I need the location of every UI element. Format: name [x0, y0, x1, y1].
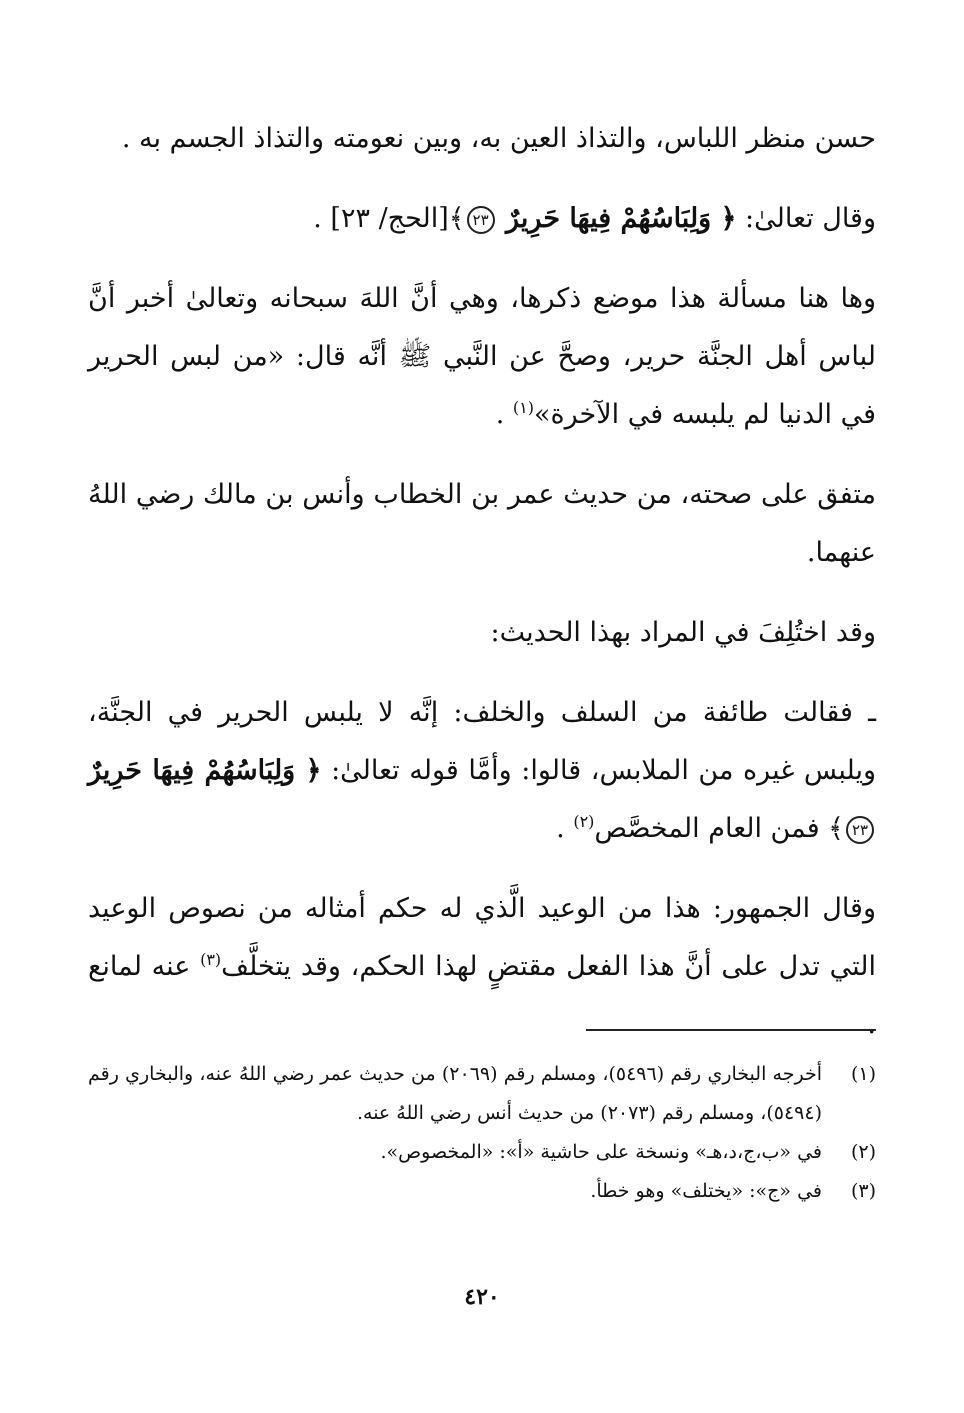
footnote-separator: [586, 1029, 876, 1031]
quran-verse: ﴿ وَلِبَاسُهُمْ فِيهَا حَرِيرٌ: [496, 203, 737, 234]
paragraph-end: .: [495, 399, 513, 430]
paragraph-4: [88, 466, 876, 582]
ayah-number-mark: ٢٣: [846, 816, 874, 844]
paragraph-text: وقد اختُلِفَ في المراد بهذا الحديث:: [490, 617, 876, 648]
paragraph-text: متفق على صحته، من حديث عمر بن الخطاب وأنس بن مالك رضي اللهُ عنهما.: [88, 479, 876, 568]
paragraph-1: [88, 110, 876, 168]
footnotes: [88, 1055, 876, 1211]
paragraph-text: وقال الجمهور: هذا من الوعيد الَّذي له حكم أمثاله من نصوص الوعيد التي تدل على أنَّ هذا الفعل مقتضٍ لهذا الحكم، وقد يتخلَّف: [88, 893, 876, 982]
verse-reference: ﴾[الحج/ ٢٣] .: [313, 203, 465, 234]
footnote-text: في «ب،ج،د،هـ» ونسخة على حاشية «أ»: «المخصوص».: [380, 1141, 822, 1163]
footnote-1: [88, 1055, 876, 1133]
paragraph-2: [88, 190, 876, 248]
paragraph-text: وها هنا مسألة هذا موضع ذكرها، وهي أنَّ اللهَ سبحانه وتعالىٰ أخبر أنَّ لباس أهل الجنَّة حرير، وصحَّ عن النَّبي ﷺ أنَّه قال: «من لبس الحرير في الدنيا لم يلبسه في الآخرة»: [88, 283, 876, 430]
footnote-2: [88, 1133, 876, 1172]
footnote-number: (٣): [850, 1180, 876, 1202]
quran-verse: ﴿ وَلِبَاسُهُمْ فِيهَا حَرِيرٌ: [88, 755, 322, 786]
ayah-number-mark: ٢٣: [467, 206, 495, 234]
paragraph-text: ـ فقالت طائفة من السلف والخلف: إنَّه لا يلبس الحرير في الجنَّة، ويلبس غيره من الملابس، قالوا: وأمَّا قوله تعالىٰ:: [88, 697, 876, 786]
paragraph-3: [88, 270, 876, 444]
footnote-text: أخرجه البخاري رقم (٥٤٩٦)، ومسلم رقم (٢٠٦٩) من حديث عمر رضي اللهُ عنه، والبخاري رقم (٥٤٩٤)، ومسلم رقم (٢٠٧٣) من حديث أنس رضي اللهُ عنه.: [88, 1063, 823, 1124]
footnote-text: في «ج»: «يختلف» وهو خطأ.: [590, 1180, 822, 1202]
paragraph-7: [88, 880, 876, 1054]
paragraph-text: وقال تعالىٰ:: [736, 203, 876, 234]
footnote-ref[interactable]: (١): [512, 398, 534, 417]
footnote-3: [88, 1172, 876, 1211]
paragraph-end: .: [556, 813, 574, 844]
footnote-ref[interactable]: (٣): [200, 950, 222, 969]
page-number: ٤٢٠: [464, 1284, 500, 1310]
paragraph-text-cont: ﴾ فمن العام المخصَّص: [594, 813, 844, 844]
paragraph-6: [88, 684, 876, 858]
footnote-number: (٢): [850, 1141, 876, 1163]
main-text: [88, 110, 876, 1076]
paragraph-text: حسن منظر اللباس، والتذاذ العين به، وبين نعومته والتذاذ الجسم به .: [121, 123, 876, 154]
footnote-ref[interactable]: (٢): [573, 812, 595, 831]
paragraph-end: عنه لمانع .: [88, 951, 876, 1040]
footnote-number: (١): [850, 1063, 876, 1085]
paragraph-5: [88, 604, 876, 662]
